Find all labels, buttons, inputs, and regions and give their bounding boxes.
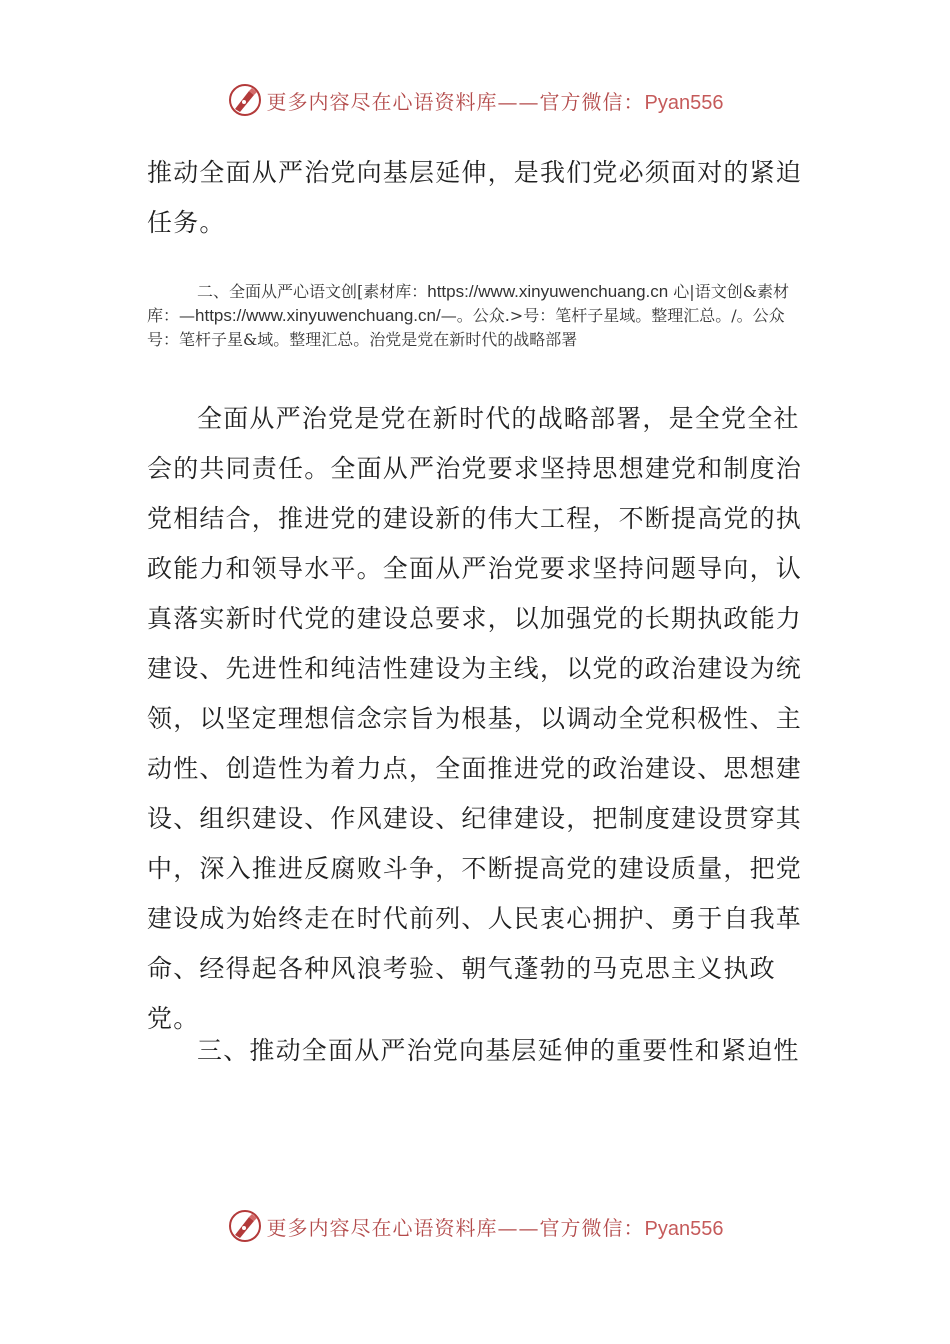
paragraph-intro: 推动全面从严治党向基层延伸，是我们党必须面对的紧迫任务。 <box>147 158 803 237</box>
header-wechat-id: Pyan556 <box>644 91 724 114</box>
note-url-2: https://www.xinyuwenchuang.cn/ <box>195 306 441 325</box>
header-banner <box>0 82 950 118</box>
note-url-1: https://www.xinyuwenchuang.cn <box>427 282 669 301</box>
watermark-note: 二、全面从严心语文创[素材库：https://www.xinyuwenchuang.cn 心|语文创&素材库：—https://www.xinyuwenchuang.cn/—。公众.>号：笔杆子星域。整理汇总。/。公众号：笔杆子星&域。整理汇总。治党是党在新时代的战略部署 <box>147 282 789 349</box>
header-slogan: 更多内容尽在心语资料库——官方微信：Pyan556 <box>266 89 724 114</box>
footer-wechat-id: Pyan556 <box>644 1217 724 1240</box>
footer-banner <box>0 1208 950 1244</box>
pen-nib-logo-icon <box>227 1208 263 1244</box>
section-heading-3: 三、推动全面从严治党向基层延伸的重要性和紧迫性 <box>197 1036 800 1065</box>
paragraph-main: 全面从严治党是党在新时代的战略部署，是全党全社会的共同责任。全面从严治党要求坚持思想建党和制度治党相结合，推进党的建设新的伟大工程，不断提高党的执政能力和领导水平。全面从严治党要求坚持问题导向，认真落实新时代党的建设总要求，以加强党的长期执政能力建设、先进性和纯洁性建设为主线，以党的政治建设为统领，以坚定理想信念宗旨为根基，以调动全党积极性、主动性、创造性为着力点，全面推进党的政治建设、思想建设、组织建设、作风建设、纪律建设，把制度建设贯穿其中，深入推进反腐败斗争，不断提高党的建设质量，把党建设成为始终走在时代前列、人民衷心拥护、勇于自我革命、经得起各种风浪考验、朝气蓬勃的马克思主义执政党。 <box>147 404 803 1033</box>
pen-nib-logo-icon <box>227 82 263 118</box>
footer-slogan: 更多内容尽在心语资料库——官方微信：Pyan556 <box>266 1215 724 1240</box>
